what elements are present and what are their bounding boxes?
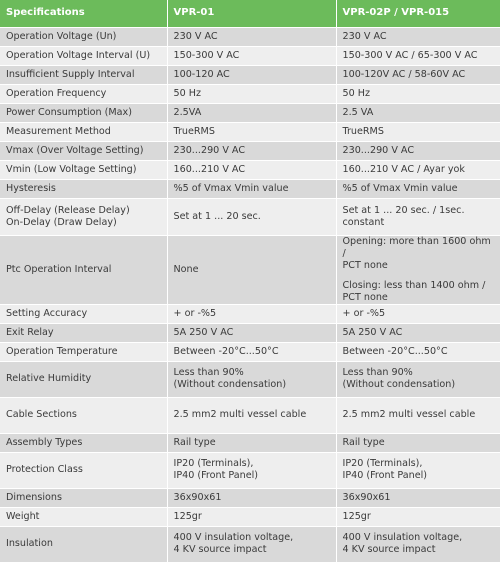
cell-text-line: Off-Delay (Release Delay) <box>6 204 130 216</box>
cell-text-line: Hysteresis <box>6 182 56 194</box>
spec-label-cell <box>0 452 167 488</box>
vpr-01-value-cell <box>167 103 336 122</box>
cell-text-line: 5A 250 V AC <box>342 326 403 338</box>
cell-text-line: 50 Hz <box>342 87 371 99</box>
spec-label-cell <box>0 526 167 562</box>
vpr-02p-015-value-cell <box>336 235 500 304</box>
cell-text-line: 150-300 V AC / 65-300 V AC <box>342 49 478 61</box>
cell-text-line: 230...290 V AC <box>342 144 415 156</box>
table-row <box>0 160 500 179</box>
cell-text-line: Rail type <box>342 436 385 448</box>
cell-text-line: Between -20°C...50°C <box>342 345 448 357</box>
header-vpr-02p-015: VPR-02P / VPR-015 <box>336 0 500 27</box>
cell-text-line: 230...290 V AC <box>173 144 246 156</box>
spec-label-cell <box>0 323 167 342</box>
cell-text-line: %5 of Vmax Vmin value <box>173 182 289 194</box>
cell-text-line: Insulation <box>6 538 53 549</box>
cell-text-line: Vmax (Over Voltage Setting) <box>6 144 144 156</box>
spec-label-cell <box>0 27 167 46</box>
table-row <box>0 198 500 235</box>
cell-text-line: 125gr <box>342 510 371 522</box>
cell-text-line: IP20 (Terminals), <box>342 458 423 469</box>
table-row <box>0 84 500 103</box>
cell-text-line: Set at 1 ... 20 sec. <box>173 210 261 222</box>
cell-text-line: Setting Accuracy <box>6 307 88 319</box>
cell-text-line: 5A 250 V AC <box>173 326 234 338</box>
spec-label-cell <box>0 304 167 323</box>
cell-text-line: Exit Relay <box>6 326 54 338</box>
table-row <box>0 46 500 65</box>
cell-text-line: PCT none <box>342 291 388 303</box>
vpr-02p-015-value-cell <box>336 433 500 452</box>
vpr-02p-015-value-cell <box>336 507 500 526</box>
vpr-02p-015-value-cell <box>336 103 500 122</box>
vpr-02p-015-value-cell <box>336 361 500 397</box>
vpr-01-value-cell <box>167 198 336 235</box>
cell-text-line: Protection Class <box>6 464 83 475</box>
cell-text-line: Operation Voltage (Un) <box>6 30 117 42</box>
spec-label-cell <box>0 103 167 122</box>
cell-text-line: Operation Voltage Interval (U) <box>6 49 151 61</box>
table-row <box>0 342 500 361</box>
vpr-01-value-cell <box>167 323 336 342</box>
vpr-02p-015-value-cell <box>336 323 500 342</box>
cell-text-line: Ptc Operation Interval <box>6 263 112 275</box>
vpr-01-value-cell <box>167 452 336 488</box>
cell-text-line: 36x90x61 <box>173 491 222 503</box>
vpr-02p-015-value-cell <box>336 84 500 103</box>
cell-text-line: Assembly Types <box>6 436 83 448</box>
cell-text-line: constant <box>342 216 385 228</box>
vpr-02p-015-value-cell <box>336 342 500 361</box>
vpr-01-value-cell <box>167 433 336 452</box>
table-row <box>0 488 500 507</box>
vpr-02p-015-value-cell <box>336 27 500 46</box>
vpr-02p-015-value-cell <box>336 160 500 179</box>
vpr-02p-015-value-cell <box>336 488 500 507</box>
cell-text-line: 100-120 AC <box>173 68 230 80</box>
cell-text-line: IP20 (Terminals), <box>173 458 254 469</box>
table-row <box>0 323 500 342</box>
cell-text-line: Dimensions <box>6 491 62 503</box>
cell-text-line: %5 of Vmax Vmin value <box>342 182 458 194</box>
cell-text-line: 2.5 VA <box>342 106 374 118</box>
table-row <box>0 304 500 323</box>
cell-text-line: Between -20°C...50°C <box>173 345 279 357</box>
table-body <box>0 27 500 562</box>
spec-label-cell <box>0 488 167 507</box>
spec-label-cell <box>0 141 167 160</box>
vpr-01-value-cell <box>167 141 336 160</box>
table-row <box>0 65 500 84</box>
spec-label-cell <box>0 198 167 235</box>
cell-text-line: 150-300 V AC <box>173 49 240 61</box>
cell-text-line: IP40 (Front Panel) <box>173 470 259 481</box>
cell-text-line: Operation Temperature <box>6 345 118 357</box>
vpr-02p-015-value-cell <box>336 198 500 235</box>
cell-text-line: Relative Humidity <box>6 373 92 384</box>
cell-text-line: Vmin (Low Voltage Setting) <box>6 163 137 175</box>
vpr-01-value-cell <box>167 179 336 198</box>
vpr-02p-015-value-cell <box>336 526 500 562</box>
vpr-01-value-cell <box>167 488 336 507</box>
spec-label-cell <box>0 122 167 141</box>
cell-text-line: On-Delay (Draw Delay) <box>6 216 117 228</box>
vpr-02p-015-value-cell <box>336 397 500 433</box>
spec-label-cell <box>0 342 167 361</box>
spec-label-cell <box>0 46 167 65</box>
cell-text-line: 2.5 mm2 multi vessel cable <box>173 409 307 420</box>
table-row <box>0 507 500 526</box>
vpr-02p-015-value-cell <box>336 65 500 84</box>
vpr-01-value-cell <box>167 526 336 562</box>
vpr-02p-015-value-cell <box>336 304 500 323</box>
vpr-02p-015-value-cell <box>336 122 500 141</box>
spec-label-cell <box>0 361 167 397</box>
cell-text-line: Rail type <box>173 436 216 448</box>
vpr-01-value-cell <box>167 84 336 103</box>
vpr-01-value-cell <box>167 160 336 179</box>
table-row <box>0 361 500 397</box>
cell-text-line: Weight <box>6 510 40 522</box>
cell-text-line: 400 V insulation voltage, <box>342 532 463 543</box>
cell-text-line: 36x90x61 <box>342 491 391 503</box>
vpr-01-value-cell <box>167 122 336 141</box>
vpr-01-value-cell <box>167 397 336 433</box>
vpr-02p-015-value-cell <box>336 452 500 488</box>
vpr-02p-015-value-cell <box>336 141 500 160</box>
cell-text-line: IP40 (Front Panel) <box>342 470 428 481</box>
vpr-02p-015-value-cell <box>336 46 500 65</box>
spec-label-cell <box>0 160 167 179</box>
cell-text-line: Less than 90% <box>173 367 244 378</box>
cell-text-line: (Without condensation) <box>342 379 456 390</box>
cell-text-line: 160...210 V AC <box>173 163 246 175</box>
vpr-01-value-cell <box>167 507 336 526</box>
spec-label-cell <box>0 65 167 84</box>
table-row <box>0 452 500 488</box>
vpr-01-value-cell <box>167 361 336 397</box>
cell-text-line: 50 Hz <box>173 87 202 99</box>
cell-text-line: Set at 1 ... 20 sec. / 1sec. <box>342 204 465 216</box>
cell-text-line: 230 V AC <box>173 30 218 42</box>
table-header-row <box>0 0 500 27</box>
vpr-01-value-cell <box>167 27 336 46</box>
table-row <box>0 433 500 452</box>
vpr-02p-015-value-cell <box>336 179 500 198</box>
cell-text-line: 2.5 mm2 multi vessel cable <box>342 409 476 420</box>
table-row <box>0 235 500 304</box>
cell-text-line: TrueRMS <box>173 125 215 137</box>
vpr-01-value-cell <box>167 235 336 304</box>
cell-text-line: 4 KV source impact <box>342 544 436 555</box>
cell-text-line: None <box>173 263 199 275</box>
cell-text-line: 2.5VA <box>173 106 202 118</box>
spec-label-cell <box>0 433 167 452</box>
cell-text-line: Cable Sections <box>6 409 77 420</box>
line-gap <box>343 272 495 280</box>
spec-label-cell <box>0 235 167 304</box>
cell-text-line: (Without condensation) <box>173 379 287 390</box>
cell-text-line: PCT none <box>342 259 388 271</box>
vpr-01-value-cell <box>167 304 336 323</box>
cell-text-line: 100-120V AC / 58-60V AC <box>342 68 466 80</box>
cell-text-line: 400 V insulation voltage, <box>173 532 294 543</box>
table-row <box>0 103 500 122</box>
table-row <box>0 526 500 562</box>
vpr-01-value-cell <box>167 342 336 361</box>
header-vpr-01: VPR-01 <box>167 0 336 27</box>
cell-text-line: 125gr <box>173 510 202 522</box>
spec-label-cell <box>0 84 167 103</box>
cell-text-line: 230 V AC <box>342 30 387 42</box>
cell-text-line: + or -%5 <box>342 307 386 319</box>
table-row <box>0 141 500 160</box>
spec-label-cell <box>0 179 167 198</box>
cell-text-line: Operation Frequency <box>6 87 107 99</box>
cell-text-line: Opening: more than 1600 ohm / <box>342 235 491 259</box>
table-row <box>0 122 500 141</box>
cell-text-line: Closing: less than 1400 ohm / <box>342 279 486 291</box>
header-specifications: Specifications <box>0 0 167 27</box>
cell-text-line: + or -%5 <box>173 307 217 319</box>
cell-text-line: Power Consumption (Max) <box>6 106 132 118</box>
vpr-01-value-cell <box>167 65 336 84</box>
cell-text-line: Measurement Method <box>6 125 111 137</box>
vpr-01-value-cell <box>167 46 336 65</box>
cell-text-line: 160...210 V AC / Ayar yok <box>342 163 465 175</box>
cell-text-line: Insufficient Supply Interval <box>6 68 135 80</box>
spec-label-cell <box>0 397 167 433</box>
table-row <box>0 27 500 46</box>
table-row <box>0 397 500 433</box>
spec-label-cell <box>0 507 167 526</box>
cell-text-line: Less than 90% <box>342 367 413 378</box>
cell-text-line: TrueRMS <box>342 125 384 137</box>
cell-text-line: 4 KV source impact <box>173 544 267 555</box>
table-row <box>0 179 500 198</box>
